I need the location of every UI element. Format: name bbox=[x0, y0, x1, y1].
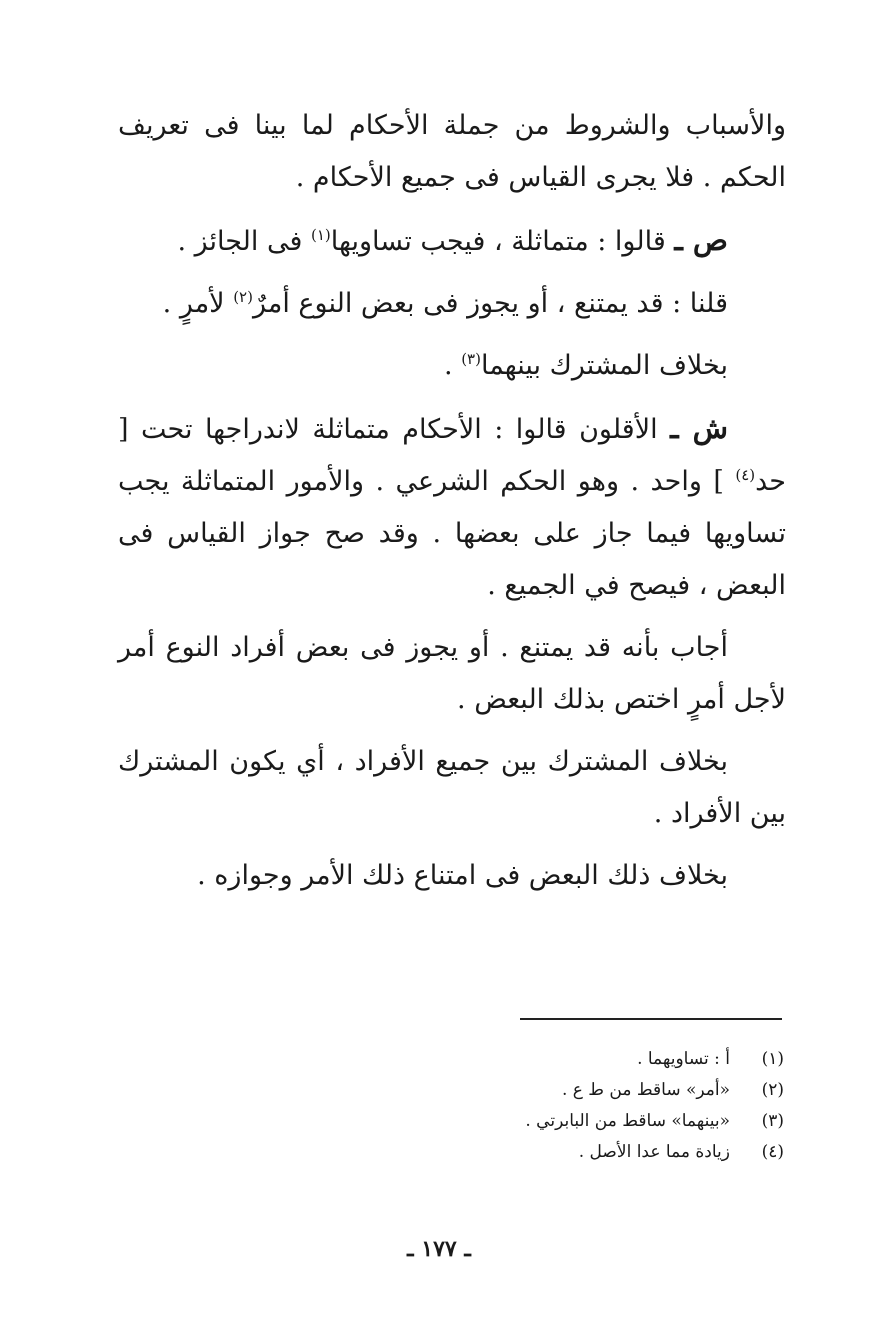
paragraph-text: قلنا : قد يمتنع ، أو يجوز فى بعض النوع أمرٌ bbox=[252, 288, 728, 319]
paragraph-text: بخلاف المشترك بين جميع الأفراد ، أي يكون المشترك بين الأفراد . bbox=[118, 746, 786, 829]
paragraph-text: الأقلون قالوا : الأحكام متماثلة لاندراجها تحت [ حد bbox=[118, 414, 786, 497]
footnote-text: أ : تساويهما . bbox=[637, 1049, 730, 1069]
footnote-item bbox=[400, 1106, 784, 1137]
footnote-number: (٤) bbox=[761, 1142, 784, 1162]
paragraph-text: قالوا : متماثلة ، فيجب تساويها bbox=[330, 226, 666, 257]
paragraph-sad bbox=[118, 214, 786, 268]
footnote-item bbox=[400, 1137, 784, 1168]
footnote-number: (٣) bbox=[761, 1111, 784, 1131]
paragraph-bikhilaf-1 bbox=[118, 340, 786, 392]
page-number: ـ ١٧٧ ـ bbox=[407, 1236, 471, 1262]
section-marker-shin: ش ـ bbox=[670, 411, 728, 445]
paragraph-ajab bbox=[118, 622, 786, 726]
section-marker-sad: ص ـ bbox=[674, 223, 728, 257]
footnote-number: (١) bbox=[761, 1049, 784, 1069]
footnote-text: «بينهما» ساقط من البابرتي . bbox=[525, 1111, 730, 1131]
footnotes bbox=[400, 1044, 784, 1168]
footnote-ref-1[interactable]: (١) bbox=[311, 226, 331, 244]
paragraph-text: لأمرٍ . bbox=[162, 288, 225, 319]
footnote-ref-4[interactable]: (٤) bbox=[735, 466, 756, 484]
footnote-item bbox=[400, 1075, 784, 1106]
paragraph-qulna bbox=[118, 278, 786, 330]
footnote-ref-2[interactable]: (٢) bbox=[233, 288, 253, 306]
footnote-item bbox=[400, 1044, 784, 1075]
footnote-number: (٢) bbox=[761, 1080, 784, 1100]
paragraph-text: بخلاف المشترك بينهما bbox=[480, 350, 728, 381]
footnote-divider bbox=[520, 1018, 782, 1020]
footnote-text: زيادة مما عدا الأصل . bbox=[578, 1142, 730, 1162]
paragraph-text: بخلاف ذلك البعض فى امتناع ذلك الأمر وجوازه . bbox=[197, 860, 728, 891]
paragraph-text: ] واحد . وهو الحكم الشرعي . والأمور المتماثلة يجب تساويها فيما جاز على بعضها . وقد صح جواز القياس فى البعض ، فيصح في الجميع . bbox=[118, 466, 786, 601]
paragraph-bikhilaf-3 bbox=[118, 850, 786, 902]
paragraph-text: . bbox=[444, 350, 453, 381]
main-text bbox=[118, 100, 786, 912]
paragraph-text: فى الجائز . bbox=[177, 226, 303, 257]
paragraph-text: والأسباب والشروط من جملة الأحكام لما بينا فى تعريف الحكم . فلا يجرى القياس فى جميع الأحكام . bbox=[118, 110, 786, 193]
footnote-ref-3[interactable]: (٣) bbox=[461, 350, 481, 368]
paragraph-intro bbox=[118, 100, 786, 204]
paragraph-text: أجاب بأنه قد يمتنع . أو يجوز فى بعض أفراد النوع أمر لأجل أمرٍ اختص بذلك البعض . bbox=[118, 632, 786, 715]
paragraph-shin bbox=[118, 402, 786, 612]
footnote-text: «أمر» ساقط من ط ع . bbox=[561, 1080, 730, 1100]
paragraph-bikhilaf-2 bbox=[118, 736, 786, 840]
